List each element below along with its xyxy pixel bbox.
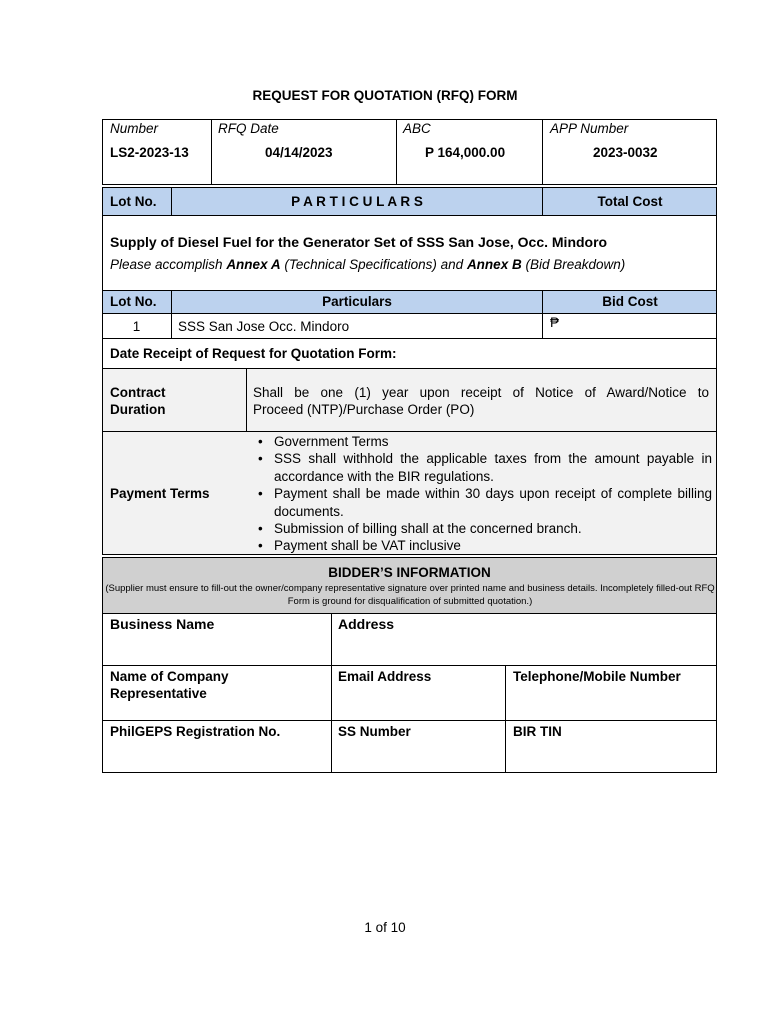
contract-label-1: Contract [110,385,166,400]
contract-text-2: Proceed (NTP)/Purchase Order (PO) [253,402,475,417]
payment-terms-label: Payment Terms [110,486,210,501]
contract-text-1: Shall be one (1) year upon receipt of Notice of Award/Notice to [253,385,709,400]
email-label: Email Address [338,669,432,684]
bid-particulars-header: Particulars [322,294,392,309]
bidder-info-title: BIDDER’S INFORMATION [328,565,491,580]
page-number: 1 of 10 [364,920,406,935]
supply-title: Supply of Diesel Fuel for the Generator Set of SSS San Jose, Occ. Mindoro [110,234,608,250]
list-item: • Payment shall be made within 30 days upon receipt of complete billing documents. [256,485,712,520]
abc-label: ABC [403,121,431,136]
form-title: REQUEST FOR QUOTATION (RFQ) FORM [252,88,518,103]
company-rep-label-1: Name of Company [110,669,229,684]
payment-terms-list [256,433,712,555]
row-particular: SSS San Jose Occ. Mindoro [178,319,350,334]
list-item: • Submission of billing shall at the concerned branch. [256,520,712,537]
app-number-value: 2023-0032 [593,145,658,160]
address-label: Address [338,616,395,632]
bid-cost-header: Bid Cost [602,294,658,309]
date-receipt-label: Date Receipt of Request for Quotation Form: [110,346,397,361]
phone-label: Telephone/Mobile Number [513,669,681,684]
contract-duration-row [102,368,717,432]
bidder-info-note: (Supplier must ensure to fill-out the owner/company representative signature over printed name and business details. Incompletely filled-out RFQ Form is ground for disqualification of submitted quotation.) [105,583,715,607]
contract-label-2: Duration [110,402,166,417]
app-number-label: APP Number [550,121,629,136]
abc-value: P 164,000.00 [425,145,506,160]
rfq-date-value: 04/14/2023 [265,145,333,160]
list-item: • Government Terms [256,433,712,450]
description-block [102,215,717,291]
bid-lot-no-header: Lot No. [110,294,157,309]
number-value: LS2-2023-13 [110,145,189,160]
total-cost-header: Total Cost [597,194,663,209]
rfq-date-label: RFQ Date [218,121,279,136]
ss-number-label: SS Number [338,724,411,739]
number-label: Number [110,121,159,136]
list-item: • Payment shall be VAT inclusive [256,537,712,554]
annex-b: Annex B [466,257,522,272]
annex-instruction: Please accomplish Annex A (Technical Specifications) and Annex B (Bid Breakdown) [110,257,626,272]
row-lot: 1 [132,319,141,334]
bir-tin-label: BIR TIN [513,724,562,739]
business-name-label: Business Name [110,616,215,632]
particulars-header: P A R T I C U L A R S [291,194,423,209]
lot-no-header: Lot No. [110,194,157,209]
annex-a: Annex A [226,257,281,272]
company-rep-label-2: Representative [110,686,207,701]
list-item: • SSS shall withhold the applicable taxes from the amount payable in accordance with the BIR regulations. [256,450,712,485]
row-bid-cost[interactable]: ₱ [550,315,560,330]
philgeps-label: PhilGEPS Registration No. [110,724,281,739]
